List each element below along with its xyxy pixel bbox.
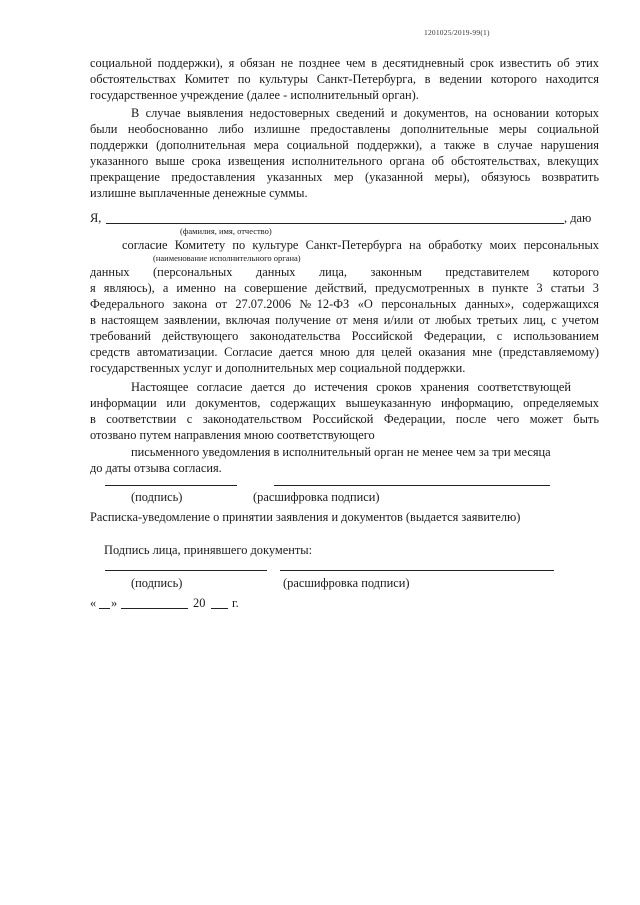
date-year-field[interactable] bbox=[211, 608, 228, 609]
para2-line-3: поддержки (дополнительная мера социальной поддержки), а также в случае нарушения bbox=[90, 138, 599, 152]
consent-dayu: , даю bbox=[564, 211, 592, 225]
consent-line-4: Федерального закона от 27.07.2006 №12-ФЗ «О персональных данных», содержащихся bbox=[90, 297, 599, 311]
date-month-field[interactable] bbox=[121, 608, 188, 609]
receipt-signature-line[interactable] bbox=[105, 570, 267, 571]
date-year-prefix: 20 bbox=[193, 596, 206, 610]
para2-line-2: были необоснованно либо излишне предоставлены дополнительные меры социальной bbox=[90, 122, 599, 136]
date-day-field[interactable] bbox=[99, 608, 110, 609]
para2-line-5: прекращение предоставления указанных мер (указанной меры), обязуюсь возвратить bbox=[90, 170, 599, 184]
receipt-signature-label: (подпись) bbox=[131, 576, 183, 590]
consent-line-6: требований действующего законодательства Российской Федерации, с использованием bbox=[90, 329, 599, 343]
consent-line-2: данных (персональных данных лица, законным представителем которого bbox=[90, 265, 599, 279]
receipt-title: Расписка-уведомление о принятии заявления и документов (выдается заявителю) bbox=[90, 510, 521, 524]
validity-line-5: письменного уведомления в исполнительный орган не менее чем за три месяца bbox=[131, 445, 551, 459]
validity-line-4: отозвано путем направления мною соответствующего bbox=[90, 428, 375, 442]
consent-ya: Я, bbox=[90, 211, 102, 225]
consent-line-1: согласие Комитету по культуре Санкт-Петербурга на обработку моих персональных bbox=[122, 238, 599, 252]
receipt-decode-line[interactable] bbox=[280, 570, 554, 571]
organ-hint: (наименование исполнительного органа) bbox=[153, 253, 301, 263]
para2-line-6: излишне выплаченные денежные суммы. bbox=[90, 186, 308, 200]
signature-line[interactable] bbox=[105, 485, 237, 486]
consent-line-8: государственных услуг и дополнительных мер социальной поддержки. bbox=[90, 361, 466, 375]
date-open-quote: « bbox=[90, 596, 97, 610]
receipt-decode-label: (расшифровка подписи) bbox=[283, 576, 410, 590]
signature-decode-line[interactable] bbox=[274, 485, 550, 486]
document-id: 1201025/2019-99(1) bbox=[424, 28, 490, 37]
consent-line-3: я являюсь), а именно на совершение действий, предусмотренных в пункте 3 статьи 3 bbox=[90, 281, 599, 295]
date-close-quote: » bbox=[111, 596, 118, 610]
para1-line-3: государственное учреждение (далее - исполнительный орган). bbox=[90, 88, 419, 102]
consent-line-5: в настоящем заявлении, включая получение от меня и/или от любых третьих лиц, с учетом bbox=[90, 313, 599, 327]
date-suffix: г. bbox=[232, 596, 239, 610]
receipt-accepter: Подпись лица, принявшего документы: bbox=[104, 543, 313, 557]
fio-field[interactable] bbox=[106, 223, 564, 224]
signature-decode-label: (расшифровка подписи) bbox=[253, 490, 380, 504]
para2-line-1: В случае выявления недостоверных сведений и документов, на основании которых bbox=[131, 106, 599, 120]
validity-line-3: в соответствии с законодательством Российской Федерации, после чего может быть bbox=[90, 412, 599, 426]
validity-line-1: Настоящее согласие дается до истечения сроков хранения соответствующей bbox=[131, 380, 571, 394]
validity-line-2: информации или документов, содержащих вышеуказанную информацию, определяемых bbox=[90, 396, 599, 410]
para1-line-1: социальной поддержки), я обязан не позднее чем в десятидневный срок известить об этих bbox=[90, 56, 599, 70]
validity-line-6: до даты отзыва согласия. bbox=[90, 461, 222, 475]
signature-label: (подпись) bbox=[131, 490, 183, 504]
consent-line-7: средств автоматизации. Согласие дается мною для целей оказания мне (представляемому) bbox=[90, 345, 599, 359]
fio-hint: (фамилия, имя, отчество) bbox=[180, 226, 272, 236]
para2-line-4: указанного выше срока извещения исполнительного органа об обстоятельствах, влекущих bbox=[90, 154, 599, 168]
para1-line-2: обстоятельствах Комитет по культуры Санкт-Петербурга, в ведении которого находится bbox=[90, 72, 599, 86]
